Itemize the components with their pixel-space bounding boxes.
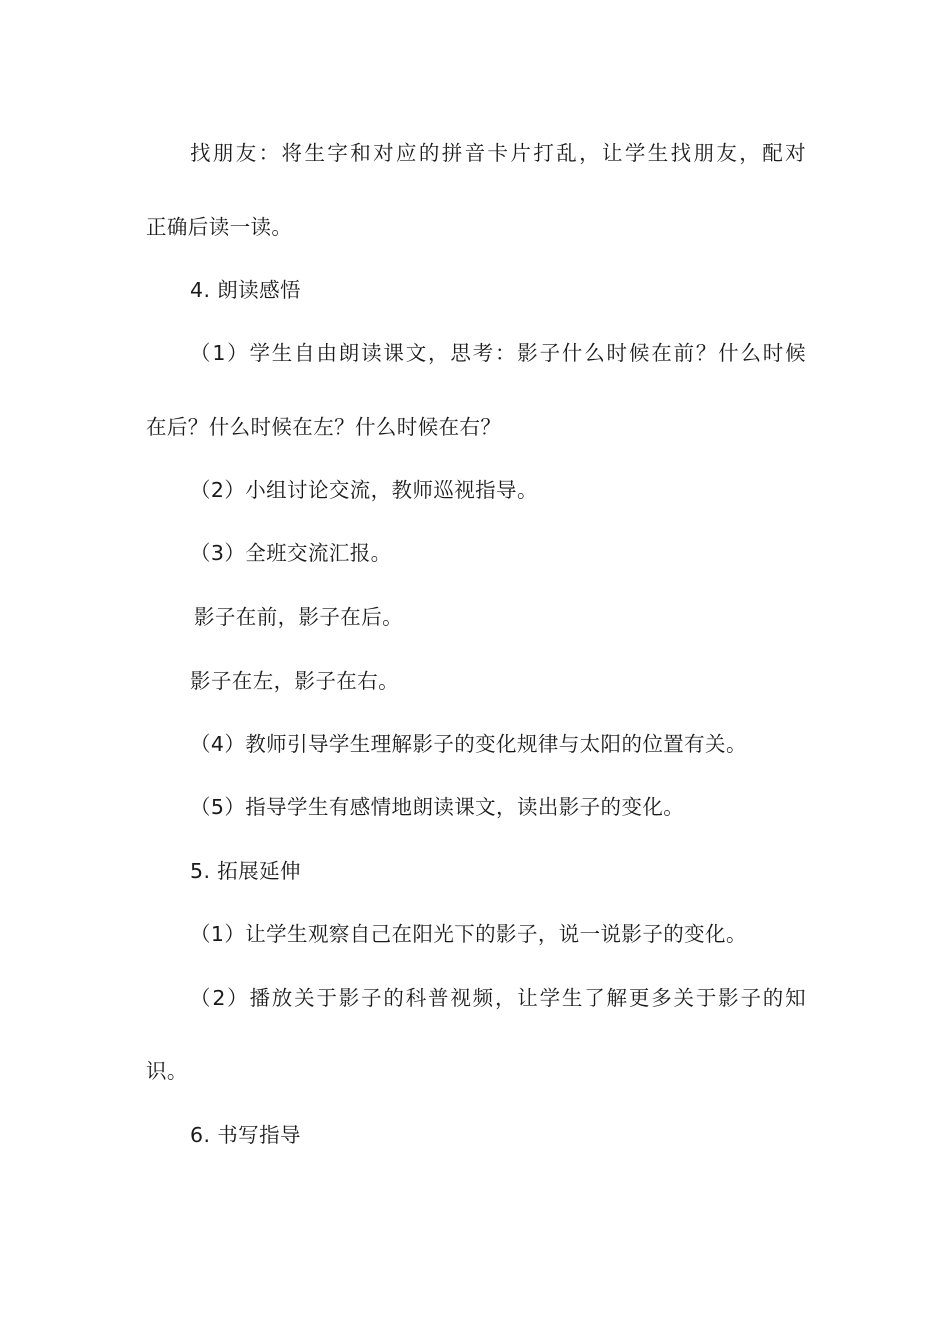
extension-item-1: （1）让学生观察自己在阳光下的影子，说一说影子的变化。 [190,922,747,946]
section-heading-5: 5. 拓展延伸 [190,859,301,883]
paragraph-find-friends-line-1: 找朋友：将生字和对应的拼音卡片打乱，让学生找朋友，配对 [190,141,806,165]
item-4: （4）教师引导学生理解影子的变化规律与太阳的位置有关。 [190,732,747,756]
verse-line-2: 影子在左，影子在右。 [190,669,399,693]
item-3: （3）全班交流汇报。 [190,541,392,565]
section-heading-6: 6. 书写指导 [190,1123,301,1147]
verse-line-1: 影子在前，影子在后。 [194,605,403,629]
item-5: （5）指导学生有感情地朗读课文，读出影子的变化。 [190,795,685,819]
extension-item-2-line-1: （2）播放关于影子的科普视频，让学生了解更多关于影子的知 [190,986,806,1010]
item-1-line-1: （1）学生自由朗读课文，思考：影子什么时候在前？什么时候 [190,341,806,365]
extension-item-2-line-2: 识。 [146,1059,188,1083]
section-heading-4: 4. 朗读感悟 [190,278,301,302]
item-2: （2）小组讨论交流，教师巡视指导。 [190,478,538,502]
paragraph-find-friends-line-2: 正确后读一读。 [146,215,293,239]
item-1-line-2: 在后？什么时候在左？什么时候在右？ [146,415,502,439]
